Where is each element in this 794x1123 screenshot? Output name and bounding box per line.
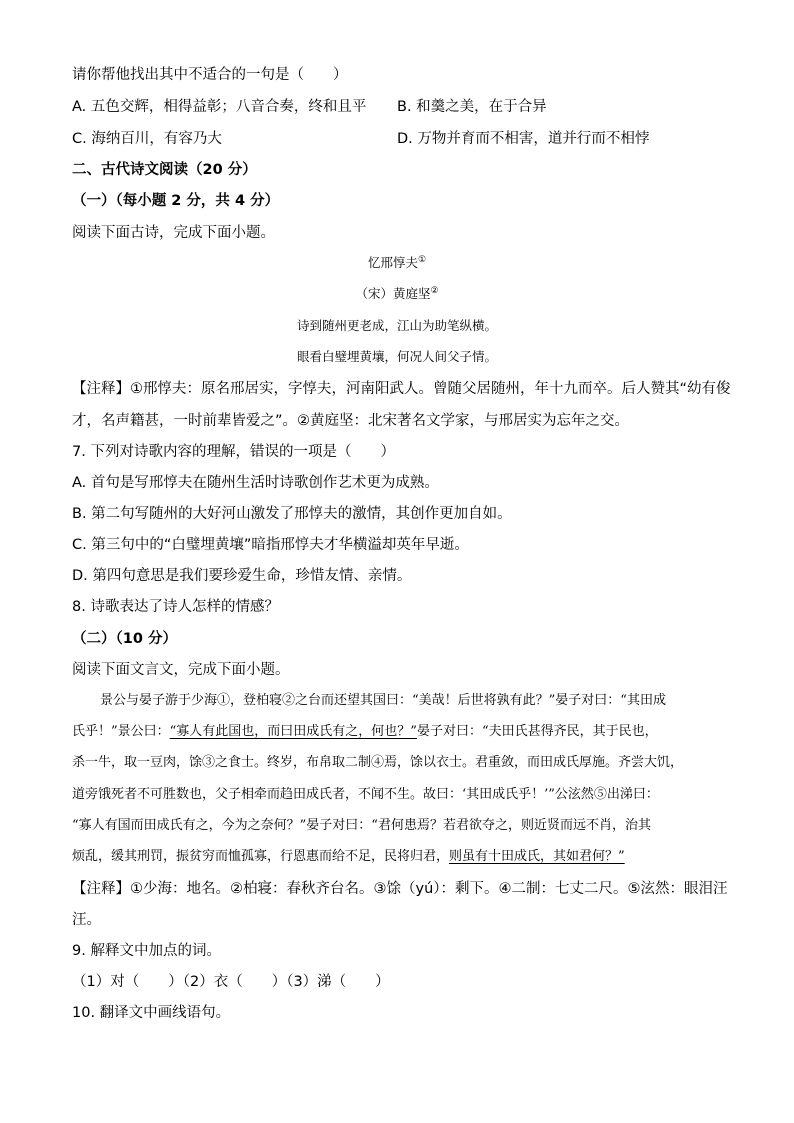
q7-stem: 7. 下列对诗歌内容的理解，错误的一项是（ ） xyxy=(72,444,395,460)
underlined-sentence-2: 则虽有十田成氏，其如君何？” xyxy=(449,849,625,864)
q8-stem: 8. 诗歌表达了诗人怎样的情感？ xyxy=(72,599,279,615)
option-a: A. 五色交辉，相得益彰；八音合奏，终和且平 xyxy=(72,99,367,115)
poem-note-line-2: 才，名声籍甚，一时前辈皆爱之”。②黄庭坚：北宋著名文学家，与邢居实为忘年之交。 xyxy=(72,413,630,429)
prose-line-5: “寡人有国而田成氏有之，今为之奈何？”晏子对曰：“君何患焉？若君欲夺之，则近贤而远不肖，治其 xyxy=(72,818,651,833)
prose-line-1: 景公与晏子游于少海①，登柏寝②之台而还望其国曰：“美哉！后世将孰有此？”晏子对曰：“其田成 xyxy=(100,693,666,708)
question-intro: 请你帮他找出其中不适合的一句是（ ） xyxy=(72,67,348,83)
option-c: C. 海纳百川，有容乃大 xyxy=(72,131,222,147)
q7-option-c: C. 第三句中的“白璧埋黄壤”暗指邢惇夫才华横溢却英年早逝。 xyxy=(72,537,469,553)
prose-line-2: 氏乎！”景公曰：“寡人有此国也，而曰田成氏有之，何也？”晏子对曰：“夫田氏甚得齐民，其于民也， xyxy=(72,724,658,739)
poem-title: 忆邢惇夫① xyxy=(367,254,427,270)
prose-line-4: 道旁饿死者不可胜数也，父子相牵而趋田成氏者，不闻不生。故曰：‘其田成氏乎！’”公泫然⑤出涕曰： xyxy=(72,787,659,802)
read-poem-instruction: 阅读下面古诗，完成下面小题。 xyxy=(72,225,275,241)
prose-line-6: 烦乱，缓其刑罚，振贫穷而恤孤寡，行恩惠而给不足，民将归君，则虽有十田成氏，其如君何？” xyxy=(72,849,625,864)
section-heading: 二、古代诗文阅读（20 分） xyxy=(72,162,257,178)
option-b: B. 和羹之美，在于合异 xyxy=(397,99,547,115)
q9-items: （1）对（ ）（2）衣（ ）（3）涕（ ） xyxy=(72,974,390,990)
q7-option-d: D. 第四句意思是我们要珍爱生命，珍惜友情、亲情。 xyxy=(72,568,412,584)
q10-stem: 10. 翻译文中画线语句。 xyxy=(72,1005,231,1021)
q7-option-b: B. 第二句写随州的大好河山激发了邢惇夫的激情，其创作更加自如。 xyxy=(72,506,512,522)
poem-author: （宋）黄庭坚② xyxy=(355,285,439,301)
q7-option-a: A. 首句是写邢惇夫在随州生活时诗歌创作艺术更为成熟。 xyxy=(72,475,439,491)
read-prose-instruction: 阅读下面文言文，完成下面小题。 xyxy=(72,662,290,678)
part-one-heading: （一）（每小题 2 分，共 4 分） xyxy=(72,193,280,209)
part-two-heading: （二）（10 分） xyxy=(72,631,177,647)
poem-line-2: 眼看白璧埋黄壤，何况人间父子情。 xyxy=(296,349,497,364)
poem-line-1: 诗到随州更老成，江山为助笔纵横。 xyxy=(296,318,497,333)
prose-note-line-1: 【注释】①少海：地名。②柏寝：春秋齐台名。③馀（yú）：剩下。④二制：七丈二尺。⑤泫然：眼泪汪 xyxy=(72,881,728,897)
poem-note-line-1: 【注释】①邢惇夫：原名邢居实，字惇夫，河南阳武人。曾随父居随州，年十九而卒。后人赞其“幼有俊 xyxy=(72,381,731,397)
prose-line-3: 杀一牛，取一豆肉，馀③之食士。终岁，布帛取二制④焉，馀以衣士。君重敛，而田成氏厚施。齐尝大饥， xyxy=(72,755,684,770)
option-d: D. 万物并育而不相害，道并行而不相悖 xyxy=(397,131,650,147)
q9-stem: 9. 解释文中加点的词。 xyxy=(72,943,221,959)
prose-note-line-2: 汪。 xyxy=(72,912,101,928)
underlined-sentence-1: “寡人有此国也，而曰田成氏有之，何也？” xyxy=(169,724,417,739)
